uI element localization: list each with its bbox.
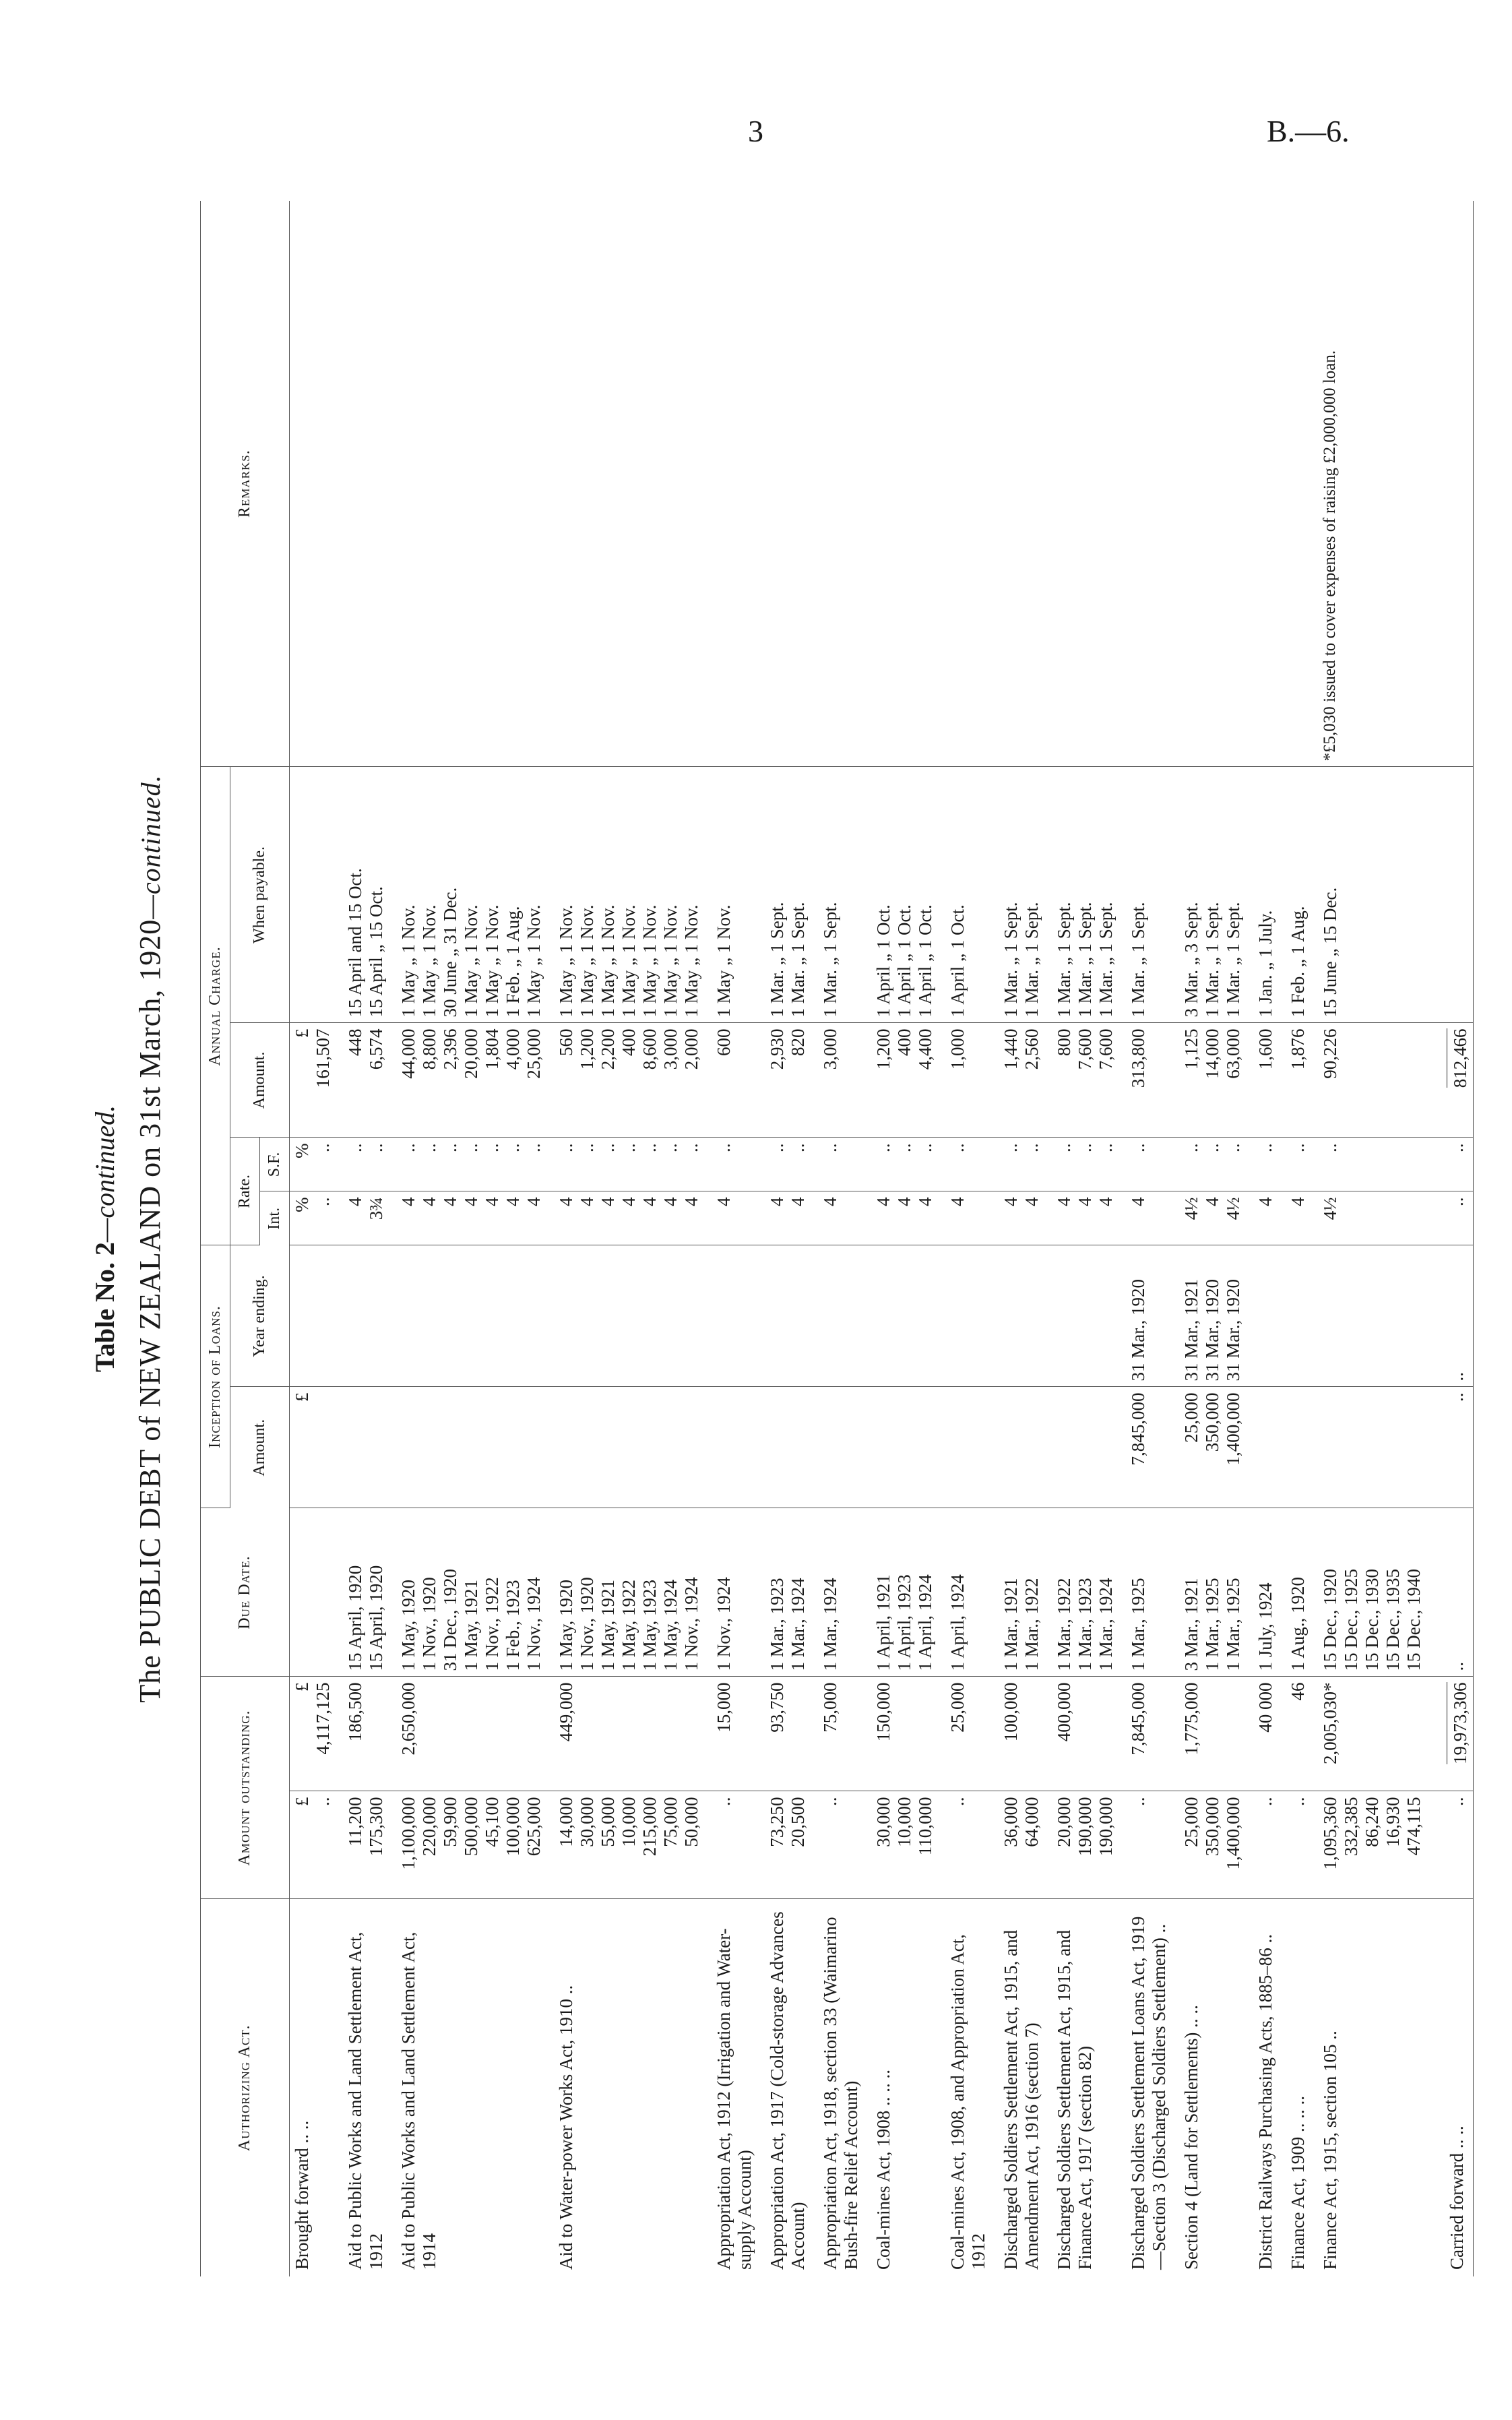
charge-amount-cell: 44,000 8,800 2,396 20,000 1,804 4,000 25,000 <box>389 1023 546 1138</box>
due-date-cell: 1 July, 1924 <box>1246 1508 1278 1677</box>
col-due-date: Due Date. <box>201 1508 290 1677</box>
due-date-cell: 15 Dec., 1920 15 Dec., 1925 15 Dec., 1930 15 Dec., 1935 15 Dec., 1940 <box>1311 1508 1426 1677</box>
inception-amount-cell <box>864 1387 938 1508</box>
col-annual-charge: Annual Charge. <box>201 767 230 1245</box>
amount-total-cell: 449,000 <box>546 1677 704 1791</box>
inception-year-cell <box>938 1245 991 1387</box>
act-cell: Discharged Soldiers Settlement Act, 1915, and Finance Act, 1917 (section 82) <box>1054 1929 1095 2270</box>
amount-detail-cell: 20,000 190,000 190,000 <box>1044 1791 1119 1899</box>
rate-int-cell: 4 <box>1119 1191 1172 1245</box>
when-payable-cell: 1 Mar. „ 1 Sept. <box>1119 767 1172 1023</box>
table-row <box>1311 201 1426 2276</box>
charge-amount-cell: 2,930 820 <box>757 1023 811 1138</box>
due-date-cell: 1 Mar., 1922 1 Mar., 1923 1 Mar., 1924 <box>1044 1508 1119 1677</box>
table-title: The PUBLIC DEBT of NEW ZEALAND on 31st March, 1920—continued. <box>133 774 166 1703</box>
amount-total-cell: 100,000 <box>991 1677 1044 1791</box>
when-payable-cell: 15 June „ 15 Dec. <box>1311 767 1426 1023</box>
when-payable-cell: 15 April and 15 Oct. 15 April „ 15 Oct. <box>336 767 389 1023</box>
rate-sf-cell: % .. <box>290 1138 336 1191</box>
rate-int-cell: % .. <box>290 1191 336 1245</box>
inception-year-cell: 31 Mar., 1921 31 Mar., 1920 31 Mar., 1920 <box>1172 1245 1246 1387</box>
amount-detail-cell: £ .. <box>290 1791 336 1899</box>
amount-detail-cell: 30,000 10,000 110,000 <box>864 1791 938 1899</box>
amount-detail-cell: .. <box>938 1791 991 1899</box>
inception-year-cell <box>1044 1245 1119 1387</box>
rate-sf-cell: .. <box>1246 1138 1278 1191</box>
act-cell: Discharged Soldiers Settlement Loans Act, 1919—Section 3 (Discharged Soldiers Settlement) .. <box>1128 1916 1169 2270</box>
col-rate-int: Int. <box>260 1191 290 1245</box>
when-payable-cell: 1 Mar. „ 1 Sept. <box>811 767 864 1023</box>
rotated-table-sheet <box>89 201 1470 2276</box>
amount-detail-cell: .. <box>1426 1791 1474 1899</box>
remarks-cell <box>1044 201 1119 767</box>
remarks-cell <box>1119 201 1172 767</box>
col-remarks: Remarks. <box>201 201 290 767</box>
amount-detail-cell: .. <box>1246 1791 1278 1899</box>
when-payable-cell: 1 Mar. „ 1 Sept. 1 Mar. „ 1 Sept. <box>991 767 1044 1023</box>
table-row <box>1119 201 1172 2276</box>
rate-sf-cell: .. .. <box>336 1138 389 1191</box>
when-payable-cell: 1 Jan. „ 1 July. <box>1246 767 1278 1023</box>
remarks-cell <box>991 201 1044 767</box>
act-cell: Brought forward .. .. <box>292 2120 312 2270</box>
act-cell: Aid to Public Works and Land Settlement Act, 1912 <box>345 1931 386 2270</box>
due-date-cell: 15 April, 1920 15 April, 1920 <box>336 1508 389 1677</box>
due-date-cell: 1 May, 1920 1 Nov., 1920 1 May, 1921 1 May, 1922 1 May, 1923 1 May, 1924 1 Nov., 1924 <box>546 1508 704 1677</box>
page-number: 3 <box>748 114 763 148</box>
charge-amount-cell: 1,200 400 4,400 <box>864 1023 938 1138</box>
act-cell: District Railways Purchasing Acts, 1885–86 .. <box>1255 1934 1275 2270</box>
rate-int-cell: 4 4 4 <box>864 1191 938 1245</box>
amount-detail-cell: 36,000 64,000 <box>991 1791 1044 1899</box>
charge-amount-cell: 448 6,574 <box>336 1023 389 1138</box>
rate-sf-cell: .. .. <box>757 1138 811 1191</box>
table-row <box>290 201 336 2276</box>
act-cell: Carried forward .. .. <box>1426 1899 1474 2276</box>
table-row <box>811 201 864 2276</box>
amount-total-cell: 15,000 <box>704 1677 757 1791</box>
rate-sf-cell: .. <box>1119 1138 1172 1191</box>
table-row <box>1044 201 1119 2276</box>
rate-int-cell: 4 4 4 <box>1044 1191 1119 1245</box>
table-row <box>704 201 757 2276</box>
amount-total-cell: £ 4,117,125 <box>290 1677 336 1791</box>
table-row <box>1278 201 1311 2276</box>
rate-sf-cell: .. <box>1311 1138 1426 1191</box>
remarks-cell <box>1246 201 1278 767</box>
amount-total-cell: 93,750 <box>757 1677 811 1791</box>
remarks-cell <box>811 201 864 767</box>
rate-int-cell: 4 4 <box>991 1191 1044 1245</box>
charge-amount-cell: 600 <box>704 1023 757 1138</box>
inception-year-cell <box>811 1245 864 1387</box>
charge-amount-cell: 1,440 2,560 <box>991 1023 1044 1138</box>
col-when-payable: When payable. <box>230 767 290 1023</box>
due-date-cell: 1 Aug., 1920 <box>1278 1508 1311 1677</box>
charge-amount-cell: 800 7,600 7,600 <box>1044 1023 1119 1138</box>
act-cell: Coal-mines Act, 1908, and Appropriation Act, 1912 <box>947 1934 988 2270</box>
inception-year-cell <box>991 1245 1044 1387</box>
inception-amount-cell <box>991 1387 1044 1508</box>
charge-amount-cell: 1,876 <box>1278 1023 1311 1138</box>
rate-sf-cell: .. .. .. .. .. .. .. <box>389 1138 546 1191</box>
table-row <box>389 201 546 2276</box>
remarks-cell <box>389 201 546 767</box>
col-inception: Inception of Loans. <box>201 1245 230 1508</box>
rate-sf-cell: .. <box>1278 1138 1311 1191</box>
inception-amount-cell <box>1044 1387 1119 1508</box>
inception-year-cell <box>1311 1245 1426 1387</box>
due-date-cell: 1 Mar., 1924 <box>811 1508 864 1677</box>
table-row <box>1246 201 1278 2276</box>
charge-amount-cell: 560 1,200 2,200 400 8,600 3,000 2,000 <box>546 1023 704 1138</box>
act-cell: Aid to Public Works and Land Settlement Act, 1914 <box>398 1931 439 2270</box>
amount-total-cell: 2,650,000 <box>389 1677 546 1791</box>
col-charge-amount: Amount. <box>230 1023 290 1138</box>
inception-amount-cell <box>546 1387 704 1508</box>
rate-sf-cell: .. .. .. <box>864 1138 938 1191</box>
act-cell: Appropriation Act, 1912 (Irrigation and Water-supply Account) <box>714 1928 755 2270</box>
rate-int-cell: 4½ 4 4½ <box>1172 1191 1246 1245</box>
when-payable-cell: 3 Mar. „ 3 Sept. 1 Mar. „ 1 Sept. 1 Mar. „ 1 Sept. <box>1172 767 1246 1023</box>
amount-detail-cell: .. <box>811 1791 864 1899</box>
inception-year-cell <box>336 1245 389 1387</box>
amount-total-cell: 7,845,000 <box>1119 1677 1172 1791</box>
due-date-cell: 1 April, 1921 1 April, 1923 1 April, 1924 <box>864 1508 938 1677</box>
remarks-cell <box>290 201 336 767</box>
inception-amount-cell: .. <box>1426 1387 1474 1508</box>
amount-detail-cell: 25,000 350,000 1,400,000 <box>1172 1791 1246 1899</box>
amount-total-cell: 40 000 <box>1246 1677 1278 1791</box>
remarks-cell <box>938 201 991 767</box>
act-cell: Appropriation Act, 1917 (Cold-storage Advances Account) <box>767 1911 808 2270</box>
amount-total-cell: 25,000 <box>938 1677 991 1791</box>
inception-amount-cell <box>1311 1387 1426 1508</box>
rate-int-cell: 4 4 4 4 4 4 4 <box>546 1191 704 1245</box>
table-row <box>1172 201 1246 2276</box>
charge-amount-cell: 1,600 <box>1246 1023 1278 1138</box>
act-cell: Finance Act, 1915, section 105 .. <box>1320 2030 1340 2270</box>
rate-int-cell: 4 <box>811 1191 864 1245</box>
rate-sf-cell: .. <box>704 1138 757 1191</box>
table-row <box>864 201 938 2276</box>
rate-int-cell: .. <box>1426 1191 1474 1245</box>
inception-year-cell <box>290 1245 336 1387</box>
amount-detail-cell: .. <box>704 1791 757 1899</box>
inception-year-cell <box>546 1245 704 1387</box>
title-block <box>89 201 167 2276</box>
due-date-cell: 3 Mar., 1921 1 Mar., 1925 1 Mar., 1925 <box>1172 1508 1246 1677</box>
due-date-cell: 1 Mar., 1921 1 Mar., 1922 <box>991 1508 1044 1677</box>
charge-amount-cell: 3,000 <box>811 1023 864 1138</box>
when-payable-cell <box>290 767 336 1023</box>
act-cell: Aid to Water-power Works Act, 1910 .. <box>556 1985 576 2270</box>
inception-year-cell <box>704 1245 757 1387</box>
amount-detail-cell: 73,250 20,500 <box>757 1791 811 1899</box>
rate-int-cell: 4 <box>1246 1191 1278 1245</box>
amount-total-cell: 186,500 <box>336 1677 389 1791</box>
when-payable-cell <box>1426 767 1474 1023</box>
amount-detail-cell: .. <box>1278 1791 1311 1899</box>
act-cell: Finance Act, 1909 .. .. .. <box>1288 2096 1308 2270</box>
inception-year-cell <box>1246 1245 1278 1387</box>
act-cell: Discharged Soldiers Settlement Act, 1915, and Amendment Act, 1916 (section 7) <box>1001 1929 1042 2270</box>
rate-sf-cell: .. .. .. <box>1172 1138 1246 1191</box>
amount-total-cell <box>1426 1677 1474 1791</box>
remarks-cell <box>757 201 811 767</box>
table-number: Table No. 2—continued. <box>90 1105 120 1373</box>
charge-amount-cell: 313,800 <box>1119 1023 1172 1138</box>
amount-total-cell: 150,000 <box>864 1677 938 1791</box>
when-payable-cell: 1 April „ 1 Oct. <box>938 767 991 1023</box>
when-payable-cell: 1 May „ 1 Nov. <box>704 767 757 1023</box>
when-payable-cell: 1 Feb. „ 1 Aug. <box>1278 767 1311 1023</box>
table-row <box>991 201 1044 2276</box>
act-cell: Section 4 (Land for Settlements) .. .. <box>1181 2005 1201 2270</box>
inception-amount-cell <box>1278 1387 1311 1508</box>
rate-sf-cell: .. .. <box>991 1138 1044 1191</box>
remarks-cell <box>864 201 938 767</box>
amount-total-cell: 2,005,030* <box>1311 1677 1426 1791</box>
remarks-cell <box>1426 201 1474 767</box>
inception-year-cell: .. <box>1426 1245 1474 1387</box>
when-payable-cell: 1 May „ 1 Nov. 1 May „ 1 Nov. 1 May „ 1 Nov. 1 May „ 1 Nov. 1 May „ 1 Nov. 1 May „ 1 Nov. 1 May „ 1 Nov. <box>546 767 704 1023</box>
rate-sf-cell: .. <box>1426 1138 1474 1191</box>
rate-int-cell: 4 <box>1278 1191 1311 1245</box>
table-row <box>938 201 991 2276</box>
inception-year-cell <box>757 1245 811 1387</box>
charge-amount-cell: 90,226 <box>1311 1023 1426 1138</box>
inception-amount-cell <box>1246 1387 1278 1508</box>
rate-int-cell: 4 4 4 4 4 4 4 <box>389 1191 546 1245</box>
amount-detail-cell: 14,000 30,000 55,000 10,000 215,000 75,000 50,000 <box>546 1791 704 1899</box>
inception-year-cell <box>1278 1245 1311 1387</box>
rate-sf-cell: .. .. .. .. .. .. .. <box>546 1138 704 1191</box>
amount-detail-cell: 11,200 175,300 <box>336 1791 389 1899</box>
remarks-cell <box>1278 201 1311 767</box>
inception-year-cell <box>864 1245 938 1387</box>
inception-amount-cell <box>336 1387 389 1508</box>
inception-amount-cell: 7,845,000 <box>1119 1387 1172 1508</box>
charge-amount-cell-sum: 812,466 <box>1447 1028 1471 1088</box>
col-rate: Rate. <box>230 1138 260 1245</box>
remarks-cell <box>704 201 757 767</box>
table-row <box>546 201 704 2276</box>
inception-amount-cell <box>938 1387 991 1508</box>
inception-amount-cell <box>811 1387 864 1508</box>
rate-int-cell: 4½ <box>1311 1191 1426 1245</box>
due-date-cell: 1 Mar., 1925 <box>1119 1508 1172 1677</box>
act-cell: Appropriation Act, 1918, section 33 (Waimarino Bush-fire Relief Account) <box>820 1917 861 2270</box>
inception-amount-cell: £ <box>290 1387 336 1508</box>
rate-int-cell: 4 <box>938 1191 991 1245</box>
due-date-cell: 1 Nov., 1924 <box>704 1508 757 1677</box>
amount-total-cell: 46 <box>1278 1677 1311 1791</box>
col-rate-sf: S.F. <box>260 1138 290 1191</box>
paper-code: B.—6. <box>1267 114 1350 148</box>
inception-amount-cell <box>704 1387 757 1508</box>
charge-amount-cell: £ 161,507 <box>290 1023 336 1138</box>
due-date-cell <box>290 1508 336 1677</box>
table-row <box>757 201 811 2276</box>
col-amount-outstanding: Amount outstanding. <box>201 1677 290 1899</box>
amount-detail-cell: 1,100,000 220,000 59,900 500,000 45,100 100,000 625,000 <box>389 1791 546 1899</box>
rate-sf-cell: .. <box>938 1138 991 1191</box>
amount-total-cell: 75,000 <box>811 1677 864 1791</box>
due-date-cell: .. <box>1426 1508 1474 1677</box>
table-row <box>336 201 389 2276</box>
charge-amount-cell <box>1426 1023 1474 1138</box>
remarks-cell <box>336 201 389 767</box>
when-payable-cell: 1 Mar. „ 1 Sept. 1 Mar. „ 1 Sept. 1 Mar. „ 1 Sept. <box>1044 767 1119 1023</box>
when-payable-cell: 1 Mar. „ 1 Sept. 1 Mar. „ 1 Sept. <box>757 767 811 1023</box>
inception-amount-cell <box>389 1387 546 1508</box>
rate-sf-cell: .. .. .. <box>1044 1138 1119 1191</box>
amount-total-cell: 1,775,000 <box>1172 1677 1246 1791</box>
amount-total-cell: 400,000 <box>1044 1677 1119 1791</box>
remarks-cell <box>1172 201 1246 767</box>
remarks-cell <box>546 201 704 767</box>
public-debt-table <box>200 201 1474 2276</box>
charge-amount-cell: 1,125 14,000 63,000 <box>1172 1023 1246 1138</box>
amount-detail-cell: .. <box>1119 1791 1172 1899</box>
charge-amount-cell: 1,000 <box>938 1023 991 1138</box>
rate-int-cell: 4 <box>704 1191 757 1245</box>
rate-sf-cell: .. <box>811 1138 864 1191</box>
remarks-cell: *£5,030 issued to cover expenses of raising £2,000,000 loan. <box>1311 201 1426 767</box>
rate-int-cell: 4 3¾ <box>336 1191 389 1245</box>
rate-int-cell: 4 4 <box>757 1191 811 1245</box>
col-inception-amount: Amount. <box>230 1387 290 1508</box>
inception-amount-cell: 25,000 350,000 1,400,000 <box>1172 1387 1246 1508</box>
amount-total-cell-sum: 19,973,306 <box>1447 1683 1471 1765</box>
col-authorizing-act: Authorizing Act. <box>201 1899 290 2276</box>
act-cell: Coal-mines Act, 1908 .. .. .. <box>873 2070 893 2270</box>
when-payable-cell: 1 May „ 1 Nov. 1 May „ 1 Nov. 30 June „ 31 Dec. 1 May „ 1 Nov. 1 May „ 1 Nov. 1 Feb. „ 1 Aug. 1 May „ 1 Nov. <box>389 767 546 1023</box>
inception-year-cell <box>389 1245 546 1387</box>
col-inception-year: Year ending. <box>230 1245 290 1387</box>
due-date-cell: 1 April, 1924 <box>938 1508 991 1677</box>
inception-year-cell: 31 Mar., 1920 <box>1119 1245 1172 1387</box>
when-payable-cell: 1 April „ 1 Oct. 1 April „ 1 Oct. 1 April „ 1 Oct. <box>864 767 938 1023</box>
due-date-cell: 1 May, 1920 1 Nov., 1920 31 Dec., 1920 1 May, 1921 1 Nov., 1922 1 Feb., 1923 1 Nov., 1924 <box>389 1508 546 1677</box>
inception-amount-cell <box>757 1387 811 1508</box>
due-date-cell: 1 Mar., 1923 1 Mar., 1924 <box>757 1508 811 1677</box>
amount-detail-cell: 1,095,360 332,385 86,240 16,930 474,115 <box>1311 1791 1426 1899</box>
table-row <box>1426 201 1474 2276</box>
